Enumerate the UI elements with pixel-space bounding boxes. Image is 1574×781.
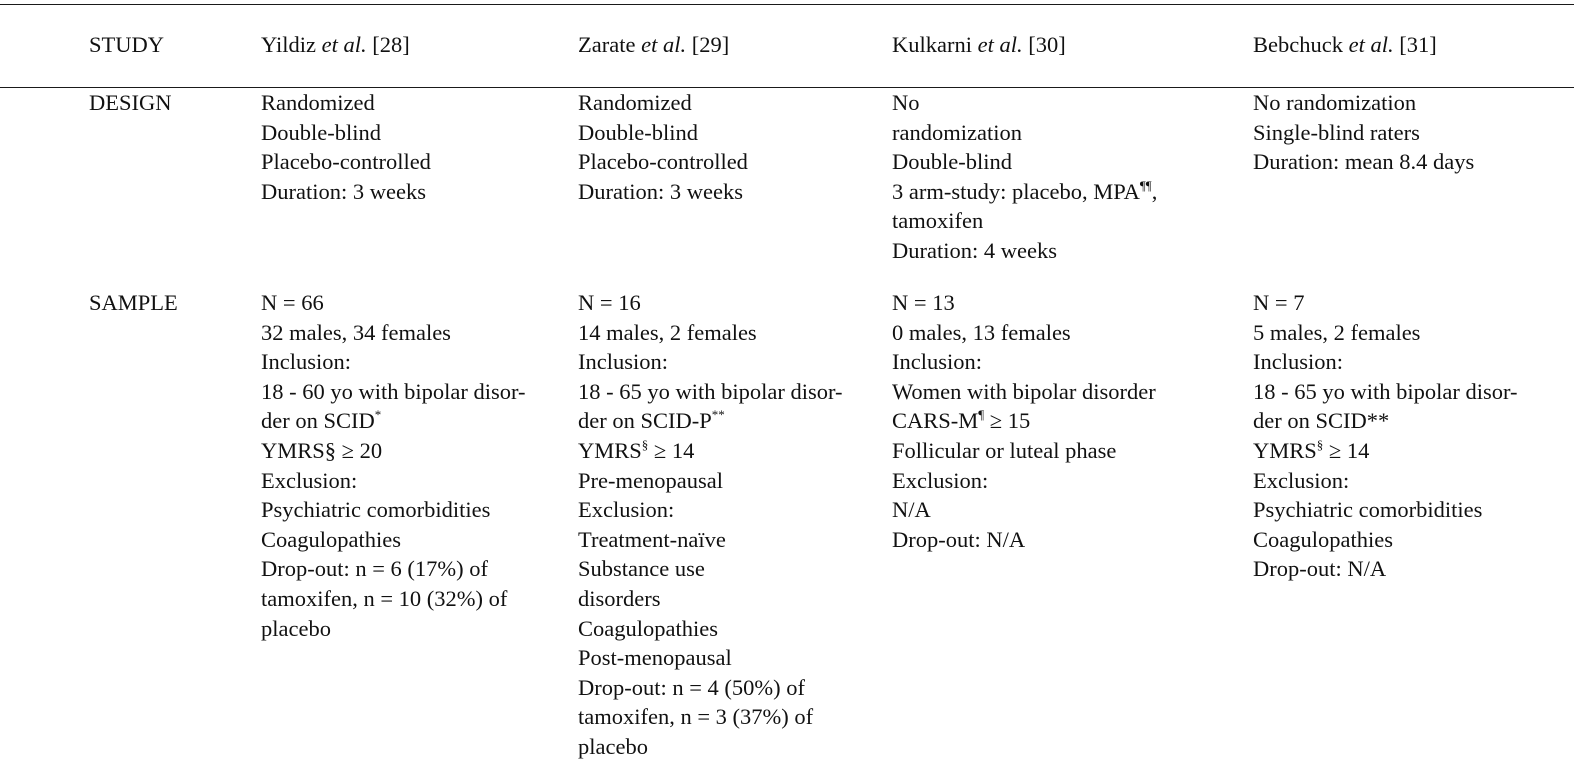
design-cell-kulkarni: No randomization Double-blind 3 arm-study: placebo, MPA¶¶, tamoxifen Duration: 4 weeks [892, 90, 1158, 263]
row-label-design: DESIGN [89, 90, 172, 115]
design-cell-zarate: Randomized Double-blind Placebo-controlled Duration: 3 weeks [578, 90, 748, 204]
header-study-kulkarni: Kulkarni et al. [30] [892, 32, 1066, 57]
table-top-rule [0, 4, 1574, 5]
row-label-sample: SAMPLE [89, 290, 178, 315]
design-cell-bebchuck: No randomization Single-blind raters Duration: mean 8.4 days [1253, 90, 1475, 175]
sample-cell-yildiz: N = 66 32 males, 34 females Inclusion: 18 - 60 yo with bipolar disor- der on SCID* YMRS§ ≥ 20 Exclusion: Psychiatric comorbidities Coagulopathies Drop-out: n = 6 (17%) of tamoxifen, n = 10 (32%) of placebo [261, 290, 526, 641]
sample-cell-zarate: N = 16 14 males, 2 females Inclusion: 18 - 65 yo with bipolar disor- der on SCID-P** YMRS§ ≥ 14 Pre-menopausal Exclusion: Treatment-naïve Substance use disorders Coagulopathies Post-menopausal Drop-out: n = 4 (50%) of tamoxifen, n = 3 (37%) of placebo [578, 290, 843, 759]
header-study-zarate: Zarate et al. [29] [578, 32, 730, 57]
header-study-label: STUDY [89, 32, 165, 57]
header-study-bebchuck: Bebchuck et al. [31] [1253, 32, 1437, 57]
header-study-yildiz: Yildiz et al. [28] [261, 32, 410, 57]
design-cell-yildiz: Randomized Double-blind Placebo-controlled Duration: 3 weeks [261, 90, 431, 204]
sample-cell-bebchuck: N = 7 5 males, 2 females Inclusion: 18 - 65 yo with bipolar disor- der on SCID** YMRS§ ≥ 14 Exclusion: Psychiatric comorbidities Coagulopathies Drop-out: N/A [1253, 290, 1518, 582]
sample-cell-kulkarni: N = 13 0 males, 13 females Inclusion: Women with bipolar disorder CARS-M¶ ≥ 15 Follicular or luteal phase Exclusion: N/A Drop-out: N/A [892, 290, 1156, 552]
